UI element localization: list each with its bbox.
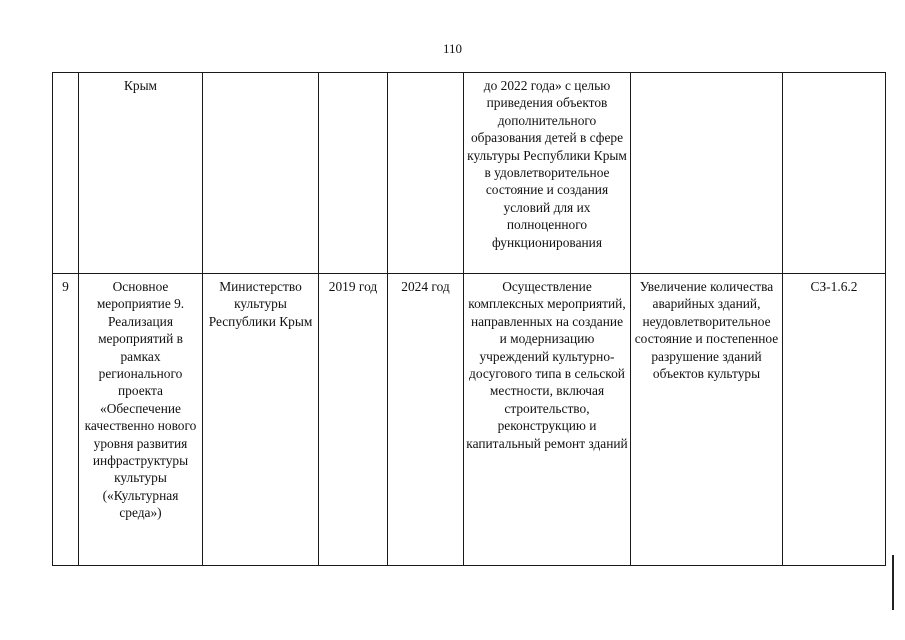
consequence-cell: Увеличение количества аварийных зданий, неудовлетворительное состояние и постепенное разрушение зданий объектов культуры: [631, 274, 783, 566]
expected-result-cell: до 2022 года» с целью приведения объектов дополнительного образования детей в сфере культуры Республики Крым в удовлетворительное состояние и создания условий для их полноценного функционирования: [464, 73, 631, 274]
end-year-cell: 2024 год: [388, 274, 464, 566]
expected-result-cell: Осуществление комплексных мероприятий, направленных на создание и модернизацию учреждений культурно-досугового типа в сельской местности, включая строительство, реконструкцию и капитальный ремонт зданий: [464, 274, 631, 566]
indicator-link-cell: СЗ-1.6.2: [783, 274, 886, 566]
page-number: 110: [442, 41, 463, 56]
executor-cell: Министерство культуры Республики Крым: [203, 274, 319, 566]
executor-cell: [203, 73, 319, 274]
row-number-cell: [53, 73, 79, 274]
indicator-link-cell: [783, 73, 886, 274]
start-year-cell: [319, 73, 388, 274]
measure-name-cell: Крым: [79, 73, 203, 274]
measures-table: [52, 72, 886, 566]
measure-name-cell: Основное мероприятие 9. Реализация мероприятий в рамках регионального проекта «Обеспечение качественно нового уровня развития инфраструктуры культуры («Культурная среда»): [79, 274, 203, 566]
table-row: [53, 73, 886, 274]
row-number-cell: 9: [53, 274, 79, 566]
table-row: [53, 274, 886, 566]
consequence-cell: [631, 73, 783, 274]
scan-edge-mark: [892, 555, 894, 610]
end-year-cell: [388, 73, 464, 274]
start-year-cell: 2019 год: [319, 274, 388, 566]
